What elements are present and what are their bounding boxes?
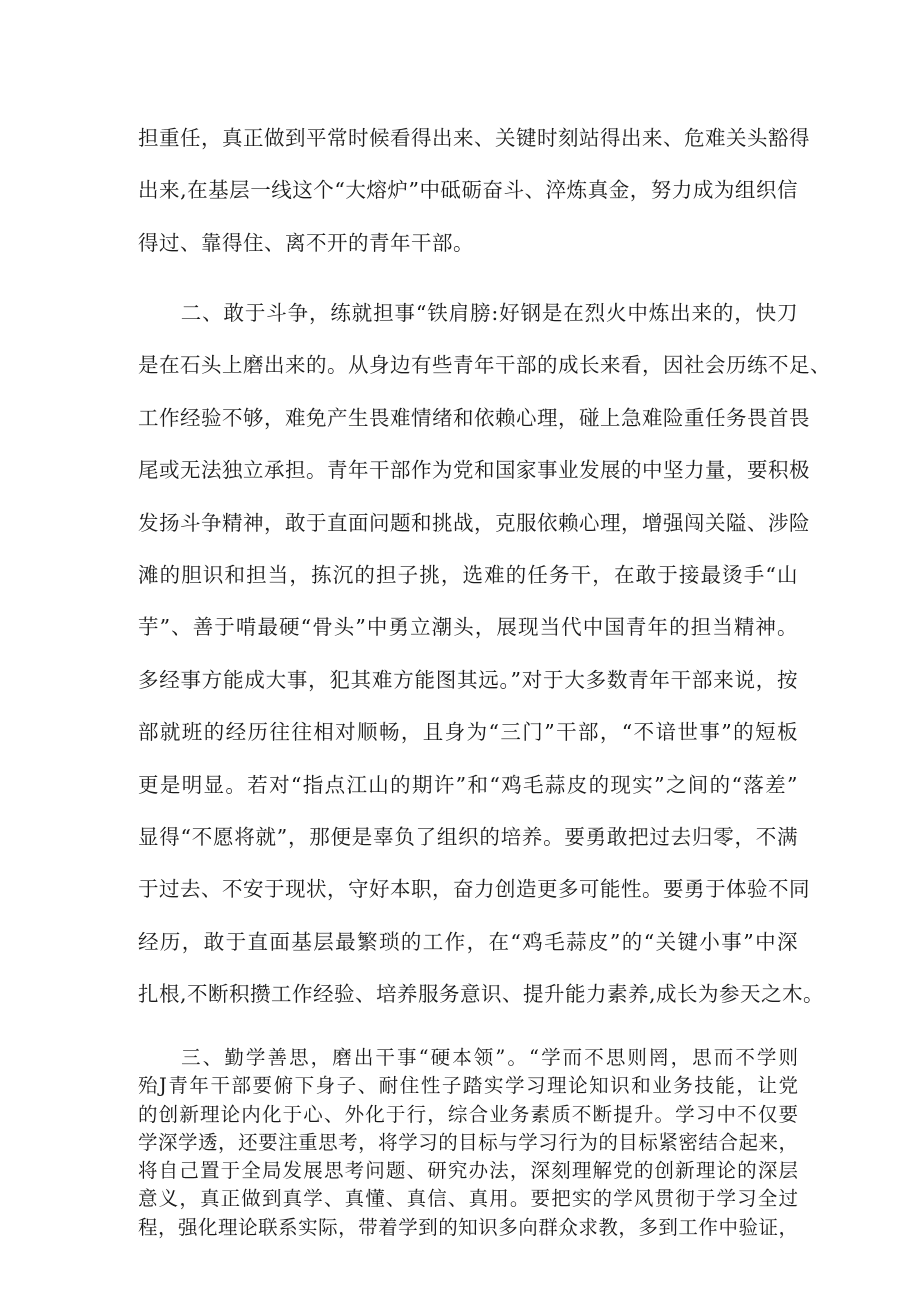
text-line: 二、敢于斗争，练就担事“铁肩膀:好钢是在烈火中炼出来的，快刀 <box>138 301 798 325</box>
text-line: 尾或无法独立承担。青年干部作为党和国家事业发展的中坚力量，要积极 <box>138 458 810 483</box>
text-line: 多经事方能成大事，犯其难方能图其远。”对于大多数青年干部来说，按 <box>138 667 798 692</box>
paragraph-section-two <box>138 287 831 1020</box>
text-line: 工作经验不够，难免产生畏难情绪和依赖心理，碰上急难险重任务畏首畏 <box>138 405 810 430</box>
text-line: 的创新理论内化于心、外化于行，综合业务素质不断提升。学习中不仅要 <box>138 1102 798 1126</box>
text-line: 于过去、不安于现状，守好本职，奋力创造更多可能性。要勇于体验不同 <box>138 877 810 902</box>
paragraph-continued-text <box>138 112 810 269</box>
text-line: 殆J青年干部要俯下身子、耐住性子踏实学习理论知识和业务技能，让党 <box>138 1074 798 1098</box>
text-line: 芋”、善于啃最硬“骨头”中勇立潮头，展现当代中国青年的担当精神。 <box>138 615 798 640</box>
text-line: 三、勤学善思，磨出干事“硬本领”。“学而不思则罔，思而不学则 <box>138 1046 798 1069</box>
text-line: 发扬斗争精神，敢于直面问题和挑战，克服依赖心理，增强闯关隘、涉险 <box>138 510 810 535</box>
text-line: 担重任，真正做到平常时候看得出来、关键时刻站得出来、危难关头豁得 <box>138 126 810 150</box>
text-line: 学深学透，还要注重思考，将学习的目标与学习行为的目标紧密结合起来， <box>138 1130 798 1154</box>
text-line: 显得“不愿将就”，那便是辜负了组织的培养。要勇敢把过去归零，不满 <box>138 824 798 849</box>
text-line: 滩的胆识和担当，拣沉的担子挑，选难的任务干，在敢于接最烫手“山 <box>138 562 798 587</box>
text-line: 意义，真正做到真学、真懂、真信、真用。要把实的学风贯彻于学习全过 <box>138 1187 798 1211</box>
text-line: 是在石头上磨出来的。从身边有些青年干部的成长来看，因社会历练不足、 <box>138 353 831 378</box>
text-line: 将自己置于全局发展思考问题、研究办法，深刻理解党的创新理论的深层 <box>138 1159 798 1183</box>
text-line: 更是明显。若对“指点江山的期许”和“鸡毛蒜皮的现实”之间的“落差” <box>138 772 798 797</box>
text-line: 得过、靠得住、离不开的青年干部。 <box>138 230 474 255</box>
text-line: 程，强化理论联系实际，带着学到的知识多向群众求教，多到工作中验证， <box>138 1215 798 1239</box>
text-line: 出来,在基层一线这个“大熔炉”中砥砺奋斗、淬炼真金，努力成为组织信 <box>138 178 798 203</box>
text-line: 部就班的经历往往相对顺畅，且身为“三门”干部，“不谙世事”的短板 <box>138 720 798 745</box>
text-line: 扎根,不断积攒工作经验、培养服务意识、提升能力素养,成长为参天之木。 <box>138 982 825 1007</box>
paragraph-section-three <box>138 1044 798 1242</box>
text-line: 经历，敢于直面基层最繁琐的工作，在“鸡毛蒜皮”的“关键小事”中深 <box>138 929 798 954</box>
